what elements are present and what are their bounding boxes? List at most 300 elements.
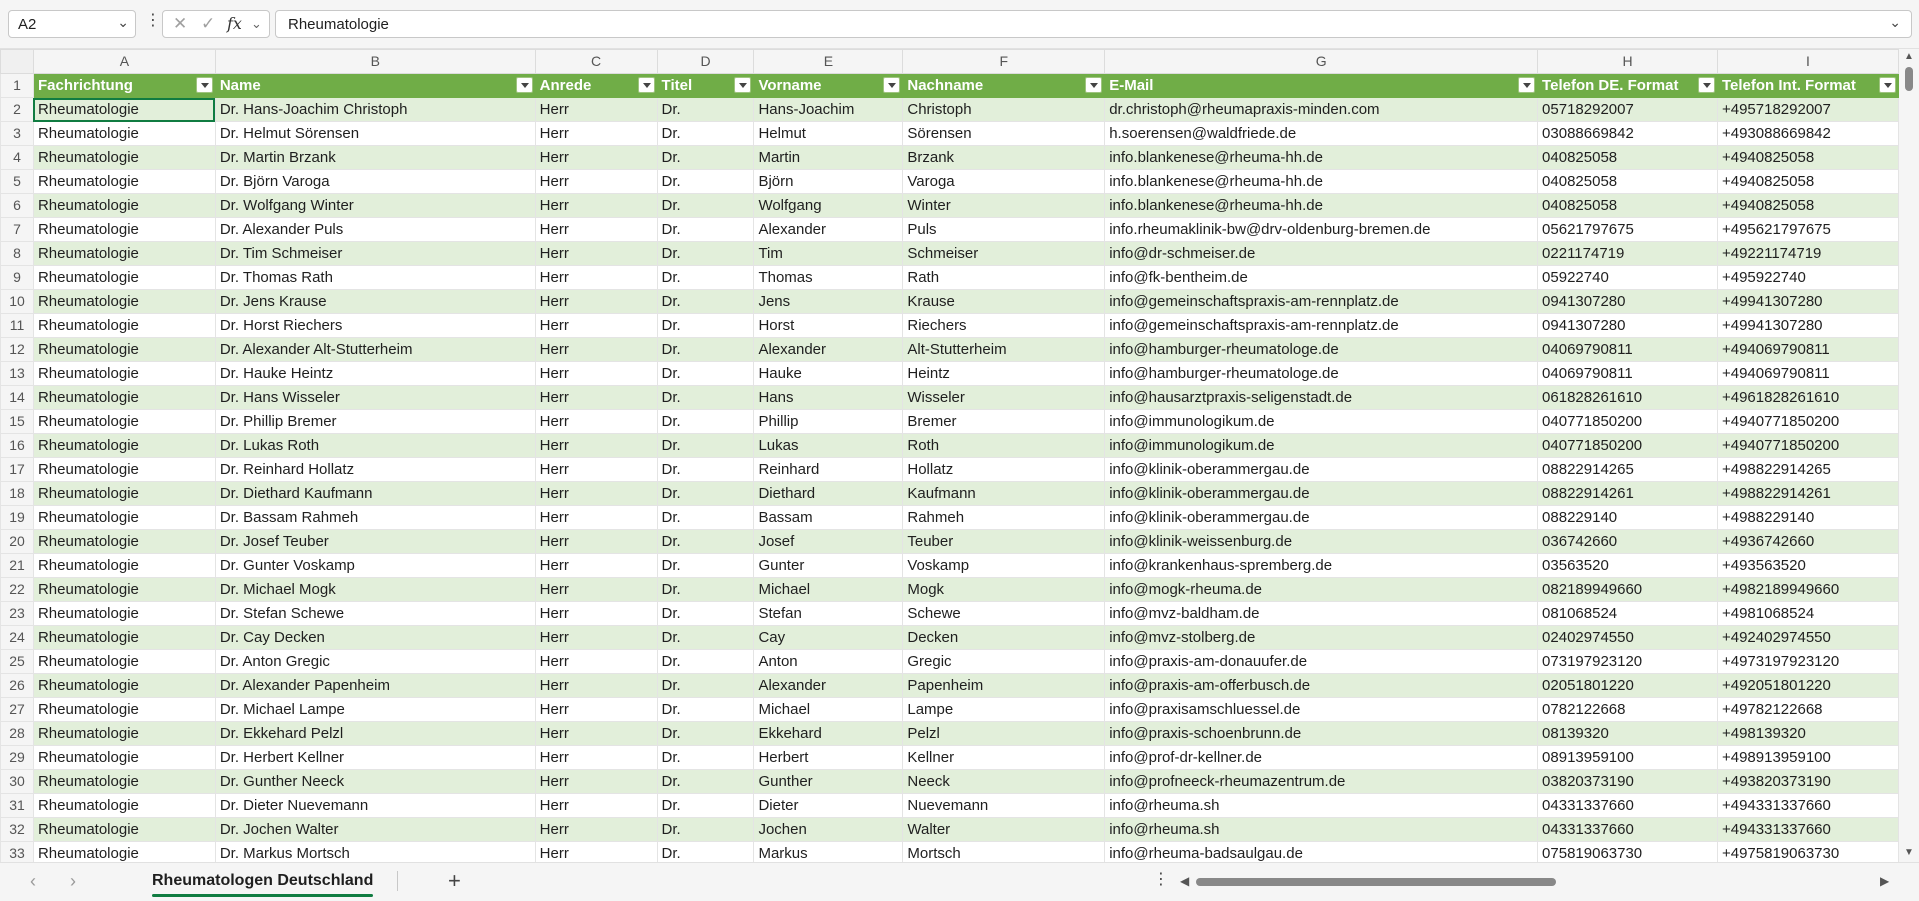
table-cell[interactable]: Heintz xyxy=(903,362,1105,386)
table-cell[interactable]: Lampe xyxy=(903,698,1105,722)
column-header-a[interactable]: A xyxy=(33,50,215,74)
table-cell[interactable]: Herr xyxy=(535,698,657,722)
table-cell[interactable]: +49941307280 xyxy=(1717,290,1898,314)
table-cell[interactable]: Dr. Phillip Bremer xyxy=(215,410,535,434)
table-cell[interactable]: Rahmeh xyxy=(903,506,1105,530)
table-cell[interactable]: Herr xyxy=(535,482,657,506)
table-cell[interactable]: Herr xyxy=(535,434,657,458)
filter-dropdown-icon[interactable] xyxy=(1698,77,1715,93)
row-number[interactable]: 13 xyxy=(1,362,34,386)
table-cell[interactable]: +4940825058 xyxy=(1717,146,1898,170)
sheet-tab-rheumatologen[interactable] xyxy=(140,863,385,899)
table-cell[interactable]: Dr. Anton Gregic xyxy=(215,650,535,674)
table-cell[interactable]: Brzank xyxy=(903,146,1105,170)
table-cell[interactable]: Winter xyxy=(903,194,1105,218)
table-cell[interactable]: Bassam xyxy=(754,506,903,530)
scroll-left-icon[interactable]: ◀ xyxy=(1180,874,1190,888)
table-cell[interactable]: 061828261610 xyxy=(1538,386,1718,410)
table-cell[interactable]: Reinhard xyxy=(754,458,903,482)
table-cell[interactable]: Ekkehard xyxy=(754,722,903,746)
table-cell[interactable]: Dr. Jochen Walter xyxy=(215,818,535,842)
table-cell[interactable]: Stefan xyxy=(754,602,903,626)
table-cell[interactable]: Rheumatologie xyxy=(33,506,215,530)
table-cell[interactable]: +49941307280 xyxy=(1717,314,1898,338)
table-header-cell[interactable] xyxy=(33,74,215,98)
table-cell[interactable]: Herr xyxy=(535,674,657,698)
table-cell[interactable]: Dr. Björn Varoga xyxy=(215,170,535,194)
filter-dropdown-icon[interactable] xyxy=(638,77,655,93)
table-cell[interactable]: Herr xyxy=(535,98,657,122)
table-cell[interactable]: Kellner xyxy=(903,746,1105,770)
filter-dropdown-icon[interactable] xyxy=(516,77,533,93)
row-number[interactable]: 6 xyxy=(1,194,34,218)
table-cell[interactable]: Dr. Horst Riechers xyxy=(215,314,535,338)
table-header-cell[interactable] xyxy=(1538,74,1718,98)
row-number[interactable]: 26 xyxy=(1,674,34,698)
table-cell[interactable]: +4975819063730 xyxy=(1717,842,1898,863)
table-cell[interactable]: Dr. Herbert Kellner xyxy=(215,746,535,770)
table-cell[interactable]: +493088669842 xyxy=(1717,122,1898,146)
table-cell[interactable]: info@immunologikum.de xyxy=(1105,410,1538,434)
table-cell[interactable]: Rheumatologie xyxy=(33,602,215,626)
table-cell[interactable]: Dr. xyxy=(657,434,754,458)
table-cell[interactable]: Dr. xyxy=(657,698,754,722)
row-number[interactable]: 20 xyxy=(1,530,34,554)
table-cell[interactable]: 04331337660 xyxy=(1538,818,1718,842)
table-cell[interactable]: Dr. Martin Brzank xyxy=(215,146,535,170)
table-cell[interactable]: Dr. xyxy=(657,602,754,626)
table-cell[interactable]: Mogk xyxy=(903,578,1105,602)
row-number[interactable]: 27 xyxy=(1,698,34,722)
row-number[interactable]: 10 xyxy=(1,290,34,314)
table-cell[interactable]: info.blankenese@rheuma-hh.de xyxy=(1105,146,1538,170)
table-cell[interactable]: Varoga xyxy=(903,170,1105,194)
row-number[interactable]: 3 xyxy=(1,122,34,146)
table-cell[interactable]: Dr. Markus Mortsch xyxy=(215,842,535,863)
row-number[interactable]: 5 xyxy=(1,170,34,194)
table-cell[interactable]: Rheumatologie xyxy=(33,146,215,170)
row-number[interactable]: 16 xyxy=(1,434,34,458)
table-cell[interactable]: info@praxis-am-donauufer.de xyxy=(1105,650,1538,674)
row-number[interactable]: 28 xyxy=(1,722,34,746)
table-cell[interactable]: Sörensen xyxy=(903,122,1105,146)
row-number[interactable]: 17 xyxy=(1,458,34,482)
table-cell[interactable]: +495621797675 xyxy=(1717,218,1898,242)
filter-dropdown-icon[interactable] xyxy=(1518,77,1535,93)
table-header-cell[interactable] xyxy=(657,74,754,98)
table-cell[interactable]: Dr. Reinhard Hollatz xyxy=(215,458,535,482)
chevron-down-icon[interactable]: ⌄ xyxy=(117,14,129,30)
table-cell[interactable]: +494331337660 xyxy=(1717,818,1898,842)
table-cell[interactable]: Dr. xyxy=(657,842,754,863)
table-cell[interactable]: Mortsch xyxy=(903,842,1105,863)
table-cell[interactable]: Gregic xyxy=(903,650,1105,674)
table-cell[interactable]: Herr xyxy=(535,650,657,674)
table-cell[interactable]: info.rheumaklinik-bw@drv-oldenburg-bremen.de xyxy=(1105,218,1538,242)
table-cell[interactable]: Rheumatologie xyxy=(33,458,215,482)
table-cell[interactable]: Gunter xyxy=(754,554,903,578)
table-cell[interactable]: Rheumatologie xyxy=(33,338,215,362)
table-cell[interactable]: Nuevemann xyxy=(903,794,1105,818)
table-cell[interactable]: Dr. xyxy=(657,818,754,842)
table-cell[interactable]: Rheumatologie xyxy=(33,746,215,770)
table-cell[interactable]: Herr xyxy=(535,170,657,194)
row-number[interactable]: 14 xyxy=(1,386,34,410)
table-cell[interactable]: Herr xyxy=(535,794,657,818)
table-cell[interactable]: Thomas xyxy=(754,266,903,290)
table-cell[interactable]: +4961828261610 xyxy=(1717,386,1898,410)
selected-cell[interactable]: Rheumatologie xyxy=(33,98,215,122)
table-cell[interactable]: info@klinik-weissenburg.de xyxy=(1105,530,1538,554)
table-cell[interactable]: Michael xyxy=(754,698,903,722)
table-cell[interactable]: Herr xyxy=(535,818,657,842)
table-cell[interactable]: Dr. xyxy=(657,554,754,578)
filter-dropdown-icon[interactable] xyxy=(196,77,213,93)
table-header-cell[interactable] xyxy=(1717,74,1898,98)
scroll-right-icon[interactable]: ▶ xyxy=(1880,874,1890,888)
row-number[interactable]: 15 xyxy=(1,410,34,434)
formula-input[interactable] xyxy=(275,10,1912,38)
table-cell[interactable]: Herr xyxy=(535,770,657,794)
table-cell[interactable]: 040825058 xyxy=(1538,170,1718,194)
table-header-cell[interactable] xyxy=(535,74,657,98)
table-cell[interactable]: +4973197923120 xyxy=(1717,650,1898,674)
more-vertical-icon[interactable]: ⋮ xyxy=(145,12,161,29)
table-cell[interactable]: Phillip xyxy=(754,410,903,434)
table-cell[interactable]: Dr. Cay Decken xyxy=(215,626,535,650)
table-header-cell[interactable] xyxy=(754,74,903,98)
row-number[interactable]: 30 xyxy=(1,770,34,794)
table-cell[interactable]: Dr. Jens Krause xyxy=(215,290,535,314)
table-cell[interactable]: +4940825058 xyxy=(1717,170,1898,194)
table-cell[interactable]: 040825058 xyxy=(1538,194,1718,218)
next-sheet-icon[interactable]: › xyxy=(70,871,76,891)
table-cell[interactable]: info@krankenhaus-spremberg.de xyxy=(1105,554,1538,578)
table-cell[interactable]: Rheumatologie xyxy=(33,674,215,698)
table-cell[interactable]: Rheumatologie xyxy=(33,770,215,794)
table-cell[interactable]: Dr. xyxy=(657,506,754,530)
table-cell[interactable]: Dr. xyxy=(657,722,754,746)
select-all-corner[interactable] xyxy=(1,50,34,74)
table-cell[interactable]: Dr. xyxy=(657,98,754,122)
table-cell[interactable]: info@hamburger-rheumatologe.de xyxy=(1105,362,1538,386)
cancel-x-icon[interactable]: ✕ xyxy=(173,14,188,33)
row-number[interactable]: 29 xyxy=(1,746,34,770)
table-cell[interactable]: Rheumatologie xyxy=(33,818,215,842)
table-cell[interactable]: Hans-Joachim xyxy=(754,98,903,122)
table-cell[interactable]: Dr. xyxy=(657,626,754,650)
table-cell[interactable]: +4982189949660 xyxy=(1717,578,1898,602)
row-number[interactable]: 8 xyxy=(1,242,34,266)
enter-check-icon[interactable]: ✓ xyxy=(201,14,216,33)
table-cell[interactable]: 08913959100 xyxy=(1538,746,1718,770)
row-number[interactable]: 4 xyxy=(1,146,34,170)
table-cell[interactable]: Dr. xyxy=(657,530,754,554)
table-cell[interactable]: +498822914265 xyxy=(1717,458,1898,482)
table-cell[interactable]: +494331337660 xyxy=(1717,794,1898,818)
table-cell[interactable]: Dr. xyxy=(657,650,754,674)
table-cell[interactable]: Herr xyxy=(535,146,657,170)
table-cell[interactable]: Alexander xyxy=(754,218,903,242)
table-cell[interactable]: +495718292007 xyxy=(1717,98,1898,122)
table-cell[interactable]: 02402974550 xyxy=(1538,626,1718,650)
filter-dropdown-icon[interactable] xyxy=(883,77,900,93)
table-cell[interactable]: +4981068524 xyxy=(1717,602,1898,626)
row-number[interactable]: 11 xyxy=(1,314,34,338)
table-cell[interactable]: Diethard xyxy=(754,482,903,506)
horizontal-scroll-thumb[interactable] xyxy=(1196,878,1556,886)
table-cell[interactable]: 0941307280 xyxy=(1538,290,1718,314)
table-cell[interactable]: Dr. Gunther Neeck xyxy=(215,770,535,794)
table-cell[interactable]: Rheumatologie xyxy=(33,554,215,578)
row-number[interactable]: 23 xyxy=(1,602,34,626)
table-cell[interactable]: Rheumatologie xyxy=(33,242,215,266)
row-number[interactable]: 19 xyxy=(1,506,34,530)
table-cell[interactable]: Rheumatologie xyxy=(33,650,215,674)
table-cell[interactable]: Gunther xyxy=(754,770,903,794)
table-cell[interactable]: Dr. xyxy=(657,674,754,698)
vertical-scrollbar[interactable] xyxy=(1899,49,1919,862)
table-cell[interactable]: Herr xyxy=(535,386,657,410)
row-number[interactable]: 7 xyxy=(1,218,34,242)
table-cell[interactable]: Dr. Hans-Joachim Christoph xyxy=(215,98,535,122)
insert-function-icon[interactable]: fx xyxy=(227,14,242,33)
table-cell[interactable]: 0782122668 xyxy=(1538,698,1718,722)
table-cell[interactable]: info@rheuma.sh xyxy=(1105,818,1538,842)
table-cell[interactable]: Herr xyxy=(535,122,657,146)
table-cell[interactable]: +493820373190 xyxy=(1717,770,1898,794)
table-cell[interactable]: info.blankenese@rheuma-hh.de xyxy=(1105,170,1538,194)
table-cell[interactable]: Herr xyxy=(535,410,657,434)
table-cell[interactable]: 05718292007 xyxy=(1538,98,1718,122)
table-cell[interactable]: Herr xyxy=(535,842,657,863)
table-cell[interactable]: Rheumatologie xyxy=(33,386,215,410)
table-cell[interactable]: Dr. Hans Wisseler xyxy=(215,386,535,410)
table-cell[interactable]: 03820373190 xyxy=(1538,770,1718,794)
table-cell[interactable]: info@mvz-baldham.de xyxy=(1105,602,1538,626)
table-cell[interactable]: Dr. Stefan Schewe xyxy=(215,602,535,626)
table-cell[interactable]: Dr. xyxy=(657,746,754,770)
table-cell[interactable]: Dr. xyxy=(657,170,754,194)
table-cell[interactable]: Herr xyxy=(535,746,657,770)
table-cell[interactable]: Rheumatologie xyxy=(33,842,215,863)
scroll-down-icon[interactable]: ▼ xyxy=(1904,847,1914,858)
table-cell[interactable]: Jens xyxy=(754,290,903,314)
table-cell[interactable]: Herr xyxy=(535,578,657,602)
column-header-i[interactable]: I xyxy=(1717,50,1898,74)
table-cell[interactable]: 0221174719 xyxy=(1538,242,1718,266)
table-cell[interactable]: Dr. xyxy=(657,194,754,218)
table-cell[interactable]: info@prof-dr-kellner.de xyxy=(1105,746,1538,770)
table-cell[interactable]: Alexander xyxy=(754,674,903,698)
table-cell[interactable]: Dieter xyxy=(754,794,903,818)
table-cell[interactable]: 05621797675 xyxy=(1538,218,1718,242)
table-cell[interactable]: Dr. Hauke Heintz xyxy=(215,362,535,386)
table-cell[interactable]: Björn xyxy=(754,170,903,194)
filter-dropdown-icon[interactable] xyxy=(734,77,751,93)
table-cell[interactable]: Josef xyxy=(754,530,903,554)
table-cell[interactable]: Herr xyxy=(535,530,657,554)
table-cell[interactable]: Herr xyxy=(535,458,657,482)
table-cell[interactable]: Dr. Lukas Roth xyxy=(215,434,535,458)
table-cell[interactable]: Alt-Stutterheim xyxy=(903,338,1105,362)
table-cell[interactable]: Schewe xyxy=(903,602,1105,626)
table-cell[interactable]: Wisseler xyxy=(903,386,1105,410)
table-cell[interactable]: Helmut xyxy=(754,122,903,146)
table-cell[interactable]: Dr. xyxy=(657,386,754,410)
table-cell[interactable]: Dr. xyxy=(657,314,754,338)
table-cell[interactable]: info@mogk-rheuma.de xyxy=(1105,578,1538,602)
table-cell[interactable]: info@immunologikum.de xyxy=(1105,434,1538,458)
table-cell[interactable]: Rheumatologie xyxy=(33,578,215,602)
table-cell[interactable]: Dr. Michael Mogk xyxy=(215,578,535,602)
table-cell[interactable]: 08822914265 xyxy=(1538,458,1718,482)
function-chevron-icon[interactable]: ⌄ xyxy=(251,16,262,31)
table-cell[interactable]: Herr xyxy=(535,362,657,386)
row-number[interactable]: 33 xyxy=(1,842,34,863)
table-cell[interactable]: Dr. xyxy=(657,218,754,242)
table-cell[interactable]: Rheumatologie xyxy=(33,194,215,218)
table-cell[interactable]: Rheumatologie xyxy=(33,698,215,722)
table-cell[interactable]: 081068524 xyxy=(1538,602,1718,626)
row-number[interactable]: 32 xyxy=(1,818,34,842)
table-cell[interactable]: 04069790811 xyxy=(1538,338,1718,362)
table-cell[interactable]: 082189949660 xyxy=(1538,578,1718,602)
table-cell[interactable]: Herr xyxy=(535,626,657,650)
table-cell[interactable]: info@fk-bentheim.de xyxy=(1105,266,1538,290)
table-cell[interactable]: Jochen xyxy=(754,818,903,842)
table-cell[interactable]: Neeck xyxy=(903,770,1105,794)
table-cell[interactable]: 040771850200 xyxy=(1538,410,1718,434)
table-cell[interactable]: Rheumatologie xyxy=(33,626,215,650)
table-cell[interactable]: Dr. Alexander Alt-Stutterheim xyxy=(215,338,535,362)
table-cell[interactable]: info@dr-schmeiser.de xyxy=(1105,242,1538,266)
table-cell[interactable]: 040771850200 xyxy=(1538,434,1718,458)
table-cell[interactable]: Bremer xyxy=(903,410,1105,434)
table-cell[interactable]: Alexander xyxy=(754,338,903,362)
table-cell[interactable]: Dr. xyxy=(657,794,754,818)
table-cell[interactable]: +495922740 xyxy=(1717,266,1898,290)
table-cell[interactable]: Dr. xyxy=(657,362,754,386)
previous-sheet-icon[interactable]: ‹ xyxy=(30,871,36,891)
table-cell[interactable]: Rheumatologie xyxy=(33,266,215,290)
table-cell[interactable]: Dr. xyxy=(657,410,754,434)
table-cell[interactable]: 040825058 xyxy=(1538,146,1718,170)
table-cell[interactable]: Riechers xyxy=(903,314,1105,338)
table-cell[interactable]: 04069790811 xyxy=(1538,362,1718,386)
table-cell[interactable]: +493563520 xyxy=(1717,554,1898,578)
table-cell[interactable]: Horst xyxy=(754,314,903,338)
table-cell[interactable]: Herr xyxy=(535,194,657,218)
table-cell[interactable]: Rheumatologie xyxy=(33,410,215,434)
table-cell[interactable]: Wolfgang xyxy=(754,194,903,218)
add-sheet-plus-icon[interactable]: + xyxy=(448,868,461,893)
table-cell[interactable]: 03563520 xyxy=(1538,554,1718,578)
table-cell[interactable]: +4936742660 xyxy=(1717,530,1898,554)
table-cell[interactable]: 0941307280 xyxy=(1538,314,1718,338)
vertical-scroll-thumb[interactable] xyxy=(1905,67,1913,91)
table-cell[interactable]: 036742660 xyxy=(1538,530,1718,554)
table-cell[interactable]: Hollatz xyxy=(903,458,1105,482)
table-cell[interactable]: info@klinik-oberammergau.de xyxy=(1105,458,1538,482)
table-cell[interactable]: Rheumatologie xyxy=(33,722,215,746)
table-cell[interactable]: Krause xyxy=(903,290,1105,314)
table-cell[interactable]: Hauke xyxy=(754,362,903,386)
table-cell[interactable]: Walter xyxy=(903,818,1105,842)
table-cell[interactable]: Papenheim xyxy=(903,674,1105,698)
table-cell[interactable]: Dr. Alexander Puls xyxy=(215,218,535,242)
table-cell[interactable]: info.blankenese@rheuma-hh.de xyxy=(1105,194,1538,218)
table-cell[interactable]: Herr xyxy=(535,554,657,578)
table-cell[interactable]: Rheumatologie xyxy=(33,122,215,146)
table-cell[interactable]: +49782122668 xyxy=(1717,698,1898,722)
table-cell[interactable]: info@gemeinschaftspraxis-am-rennplatz.de xyxy=(1105,314,1538,338)
table-header-cell[interactable] xyxy=(903,74,1105,98)
table-cell[interactable]: Herr xyxy=(535,602,657,626)
table-cell[interactable]: Rheumatologie xyxy=(33,482,215,506)
table-cell[interactable]: info@praxis-schoenbrunn.de xyxy=(1105,722,1538,746)
table-cell[interactable]: Dr. Bassam Rahmeh xyxy=(215,506,535,530)
table-header-cell[interactable] xyxy=(215,74,535,98)
table-cell[interactable]: 073197923120 xyxy=(1538,650,1718,674)
table-cell[interactable]: Herr xyxy=(535,266,657,290)
table-cell[interactable]: Puls xyxy=(903,218,1105,242)
table-cell[interactable]: Tim xyxy=(754,242,903,266)
table-cell[interactable]: +49221174719 xyxy=(1717,242,1898,266)
table-cell[interactable]: +498822914261 xyxy=(1717,482,1898,506)
table-cell[interactable]: Dr. xyxy=(657,266,754,290)
filter-dropdown-icon[interactable] xyxy=(1085,77,1102,93)
table-cell[interactable]: +4940771850200 xyxy=(1717,434,1898,458)
table-cell[interactable]: Michael xyxy=(754,578,903,602)
row-number[interactable]: 31 xyxy=(1,794,34,818)
column-header-g[interactable]: G xyxy=(1105,50,1538,74)
table-cell[interactable]: Lukas xyxy=(754,434,903,458)
table-cell[interactable]: Rheumatologie xyxy=(33,290,215,314)
table-cell[interactable]: Voskamp xyxy=(903,554,1105,578)
table-cell[interactable]: 088229140 xyxy=(1538,506,1718,530)
table-cell[interactable]: Rheumatologie xyxy=(33,434,215,458)
row-number[interactable]: 22 xyxy=(1,578,34,602)
table-cell[interactable]: info@praxisamschluessel.de xyxy=(1105,698,1538,722)
table-header-cell[interactable] xyxy=(1105,74,1538,98)
table-cell[interactable]: 05922740 xyxy=(1538,266,1718,290)
table-cell[interactable]: info@mvz-stolberg.de xyxy=(1105,626,1538,650)
table-cell[interactable]: Dr. Wolfgang Winter xyxy=(215,194,535,218)
table-cell[interactable]: info@rheuma.sh xyxy=(1105,794,1538,818)
column-header-d[interactable]: D xyxy=(657,50,754,74)
table-cell[interactable]: Herr xyxy=(535,218,657,242)
row-number[interactable]: 1 xyxy=(1,74,34,98)
table-cell[interactable]: Herr xyxy=(535,290,657,314)
table-cell[interactable]: Rheumatologie xyxy=(33,314,215,338)
table-cell[interactable]: +4988229140 xyxy=(1717,506,1898,530)
table-cell[interactable]: Dr. xyxy=(657,338,754,362)
table-cell[interactable]: 04331337660 xyxy=(1538,794,1718,818)
table-cell[interactable]: info@hamburger-rheumatologe.de xyxy=(1105,338,1538,362)
table-cell[interactable]: Dr. Michael Lampe xyxy=(215,698,535,722)
column-header-e[interactable]: E xyxy=(754,50,903,74)
table-cell[interactable]: info@praxis-am-offerbusch.de xyxy=(1105,674,1538,698)
table-cell[interactable]: 08139320 xyxy=(1538,722,1718,746)
table-cell[interactable]: Rheumatologie xyxy=(33,362,215,386)
table-cell[interactable]: 075819063730 xyxy=(1538,842,1718,863)
table-cell[interactable]: Markus xyxy=(754,842,903,863)
table-cell[interactable]: Dr. xyxy=(657,770,754,794)
table-cell[interactable]: Roth xyxy=(903,434,1105,458)
row-number[interactable]: 24 xyxy=(1,626,34,650)
table-cell[interactable]: info@hausarztpraxis-seligenstadt.de xyxy=(1105,386,1538,410)
